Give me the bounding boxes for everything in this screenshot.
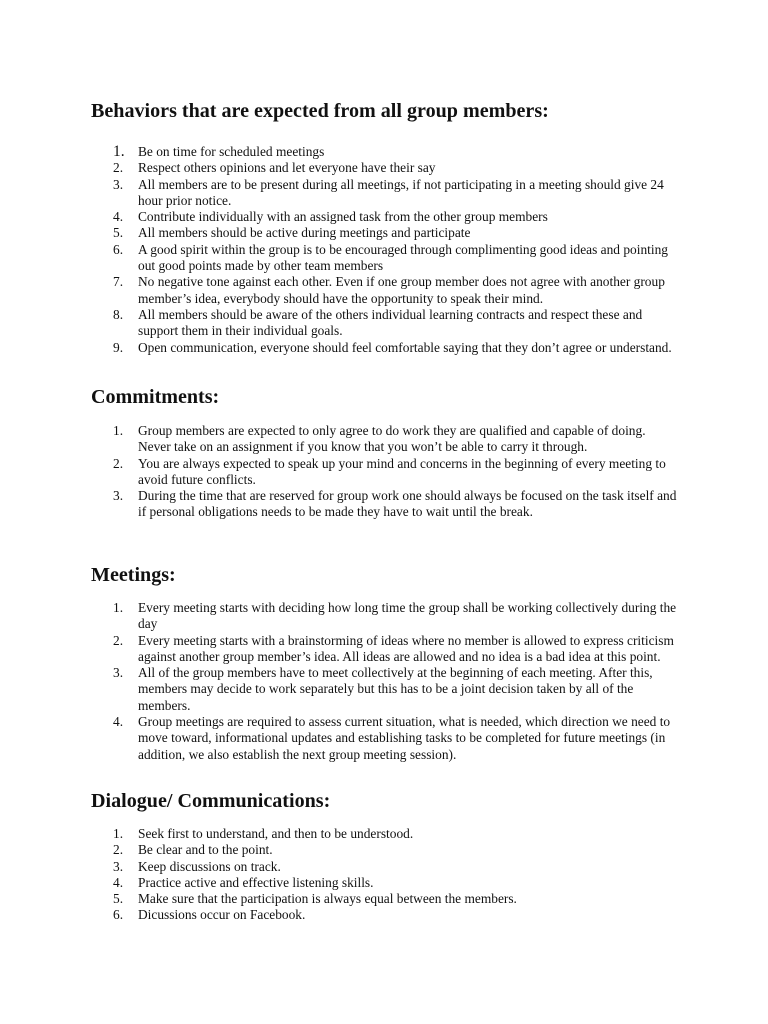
list-item-number: 2. — [113, 842, 124, 858]
list-item — [91, 842, 691, 858]
list-item-text: Make sure that the participation is always equal between the members. — [138, 891, 517, 907]
commitments-list — [91, 423, 691, 521]
list-item-text: During the time that are reserved for group work one should always be focused on the task itself and if personal obligations needs to be made they have to wait until the break. — [138, 488, 677, 520]
list-item — [91, 225, 691, 241]
section-heading: Meetings: — [91, 564, 176, 586]
list-item-number: 1. — [113, 600, 124, 615]
section-dialogue — [91, 790, 691, 924]
list-item-text: Dicussions occur on Facebook. — [138, 907, 306, 923]
section-commitments — [91, 386, 691, 521]
list-item — [91, 600, 691, 633]
list-item — [91, 633, 691, 666]
section-heading: Dialogue/ Communications: — [91, 790, 331, 812]
list-item-number: 6. — [113, 241, 124, 257]
list-item-number: 5. — [113, 891, 124, 907]
list-item — [91, 907, 691, 923]
list-item-number: 5. — [113, 225, 124, 241]
list-item-number: 6. — [113, 907, 124, 923]
section-behaviors — [91, 100, 691, 356]
list-item-number: 3. — [113, 176, 124, 192]
list-item — [91, 340, 691, 356]
list-item-number: 3. — [113, 488, 124, 504]
list-item-number: 2. — [113, 632, 124, 648]
section-heading: Commitments: — [91, 386, 220, 408]
list-item — [91, 665, 691, 714]
list-item — [91, 307, 691, 340]
list-item-text: Respect others opinions and let everyone have their say — [138, 160, 436, 176]
list-item — [91, 160, 691, 176]
list-item — [91, 714, 691, 763]
list-item-text: Every meeting starts with a brainstorming of ideas where no member is allowed to express criticism against another group member’s idea. All ideas are allowed and no idea is a bad idea at this point. — [138, 632, 674, 664]
list-item-text: Every meeting starts with deciding how long time the group shall be working collectively during the day — [138, 600, 677, 632]
list-item-text: Group meetings are required to assess current situation, what is needed, which direction we need to move toward, informational updates and establishing tasks to be completed for future meetings (in addition, we also establish the next group meeting session). — [138, 714, 671, 762]
list-item — [91, 456, 691, 489]
list-item-number: 2. — [113, 160, 124, 176]
list-item — [91, 488, 691, 521]
list-item — [91, 859, 691, 875]
list-item — [91, 144, 691, 160]
list-item-number: 1. — [113, 826, 124, 841]
list-item-text: Be clear and to the point. — [138, 842, 273, 858]
list-item-text: All members should be aware of the others individual learning contracts and respect these and support them in their individual goals. — [138, 306, 643, 339]
dialogue-list — [91, 826, 691, 924]
behaviors-list — [91, 144, 691, 356]
list-item-number: 2. — [113, 455, 124, 471]
list-item-number: 4. — [113, 714, 124, 730]
list-item-text: All members should be active during meetings and participate — [138, 225, 471, 241]
list-item-text: A good spirit within the group is to be encouraged through complimenting good ideas and pointing out good points made by other team members — [138, 241, 668, 274]
list-item-number: 8. — [113, 306, 124, 322]
list-item — [91, 423, 691, 456]
list-item-text: You are always expected to speak up your mind and concerns in the beginning of every meeting to avoid future conflicts. — [138, 455, 666, 487]
list-item-text: All of the group members have to meet collectively at the beginning of each meeting. After this, members may decide to work separately but this has to be a joint decision taken by all of the members. — [138, 665, 653, 713]
list-item-number: 3. — [113, 858, 124, 874]
list-item — [91, 875, 691, 891]
list-item-text: Be on time for scheduled meetings — [138, 144, 325, 159]
list-item — [91, 891, 691, 907]
list-item-number: 3. — [113, 665, 124, 681]
list-item-number: 4. — [113, 209, 124, 225]
meetings-list — [91, 600, 691, 763]
list-item-number: 1. — [113, 143, 125, 160]
list-item-text: Contribute individually with an assigned task from the other group members — [138, 209, 548, 225]
list-item-number: 4. — [113, 874, 124, 890]
section-meetings — [91, 564, 691, 763]
list-item-text: Keep discussions on track. — [138, 858, 281, 874]
list-item-text: Practice active and effective listening skills. — [138, 874, 374, 890]
section-heading: Behaviors that are expected from all group members: — [91, 100, 549, 122]
list-item — [91, 274, 691, 307]
list-item — [91, 242, 691, 275]
list-item — [91, 177, 691, 210]
list-item-number: 7. — [113, 274, 124, 290]
list-item-text: All members are to be present during all meetings, if not participating in a meeting should give 24 hour prior notice. — [138, 176, 664, 208]
list-item — [91, 209, 691, 225]
list-item-text: No negative tone against each other. Even if one group member does not agree with another group member’s idea, everybody should have the opportunity to speak their mind. — [138, 274, 665, 306]
list-item-number: 9. — [113, 339, 124, 355]
list-item — [91, 826, 691, 842]
list-item-text: Open communication, everyone should feel comfortable saying that they don’t agree or understand. — [138, 339, 672, 355]
list-item-number: 1. — [113, 423, 124, 438]
list-item-text: Seek first to understand, and then to be understood. — [138, 826, 414, 841]
list-item-text: Group members are expected to only agree to do work they are qualified and capable of doing. Never take on an assignment if you know that you won’t be able to carry it through. — [138, 423, 646, 455]
